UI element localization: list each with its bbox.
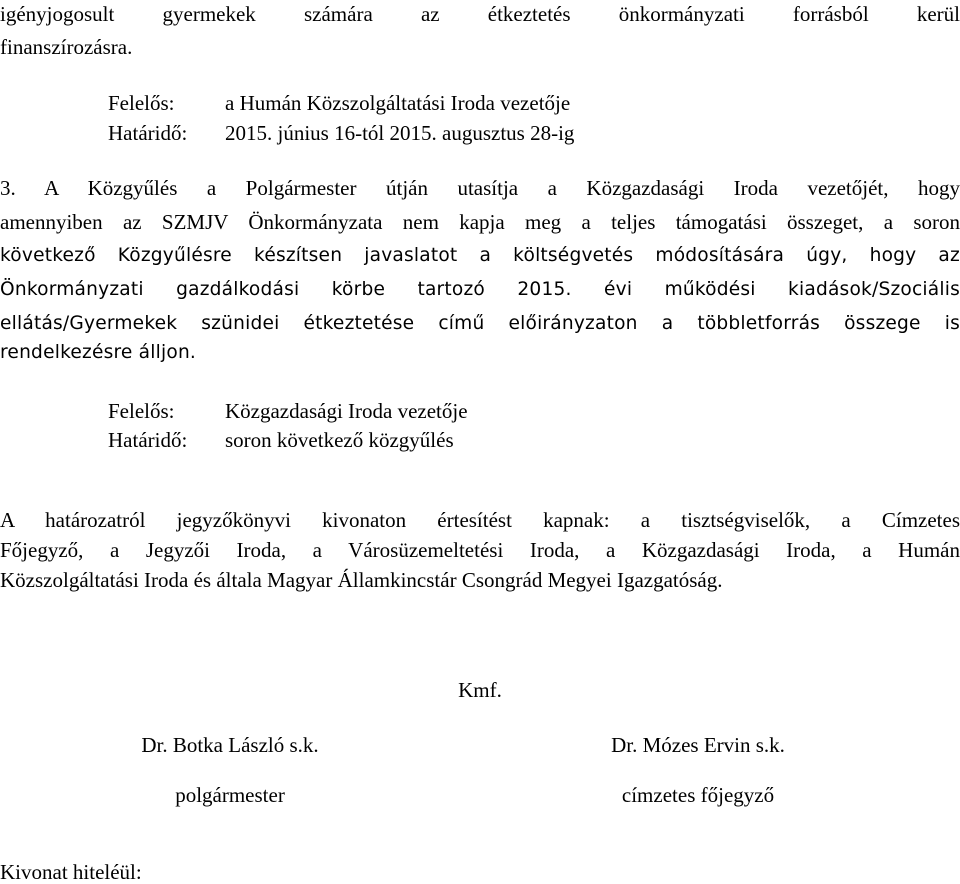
notice-line: Közszolgáltatási Iroda és általa Magyar Államkincstár Csongrád Megyei Igazgatóság.	[0, 568, 723, 592]
signatory-left-name: Dr. Botka László s.k.	[141, 733, 319, 757]
kivonat-label: Kivonat hiteléül:	[0, 860, 142, 884]
felelos-value: Közgazdasági Iroda vezetője	[225, 399, 468, 423]
hatarido-label: Határidő:	[108, 428, 188, 452]
paragraph-line: rendelkezésre álljon.	[0, 342, 197, 363]
hatarido-value: 2015. június 16-tól 2015. augusztus 28-ig	[225, 121, 575, 145]
intro-line: igényjogosult gyermekek számára az étkeztetés önkormányzati forrásból kerül	[0, 2, 960, 26]
signatory-left-title: polgármester	[175, 783, 285, 807]
felelos-label: Felelős:	[108, 91, 175, 115]
felelos-label: Felelős:	[108, 399, 175, 423]
kmf-label: Kmf.	[458, 678, 502, 702]
notice-line: Főjegyző, a Jegyzői Iroda, a Városüzemeltetési Iroda, a Közgazdasági Iroda, a Humán	[0, 538, 960, 562]
paragraph-line: ellátás/Gyermekek szünidei étkeztetése című előirányzaton a többletforrás összege is	[0, 313, 960, 334]
signatory-right-name: Dr. Mózes Ervin s.k.	[611, 733, 785, 757]
paragraph-line: amennyiben az SZMJV Önkormányzata nem kapja meg a teljes támogatási összeget, a soron	[0, 210, 960, 234]
paragraph-line: Önkormányzati gazdálkodási körbe tartozó 2015. évi működési kiadások/Szociális	[0, 279, 960, 300]
intro-line: finanszírozásra.	[0, 35, 133, 59]
felelos-value: a Humán Közszolgáltatási Iroda vezetője	[225, 91, 571, 115]
hatarido-value: soron következő közgyűlés	[225, 428, 454, 452]
notice-line: A határozatról jegyzőkönyvi kivonaton értesítést kapnak: a tisztségviselők, a Címzetes	[0, 508, 960, 532]
hatarido-label: Határidő:	[108, 121, 188, 145]
paragraph-line: 3. A Közgyűlés a Polgármester útján utasítja a Közgazdasági Iroda vezetőjét, hogy	[0, 176, 960, 200]
signatory-right-title: címzetes főjegyző	[621, 783, 775, 807]
paragraph-line: következő Közgyűlésre készítsen javaslatot a költségvetés módosítására úgy, hogy az	[0, 245, 960, 266]
